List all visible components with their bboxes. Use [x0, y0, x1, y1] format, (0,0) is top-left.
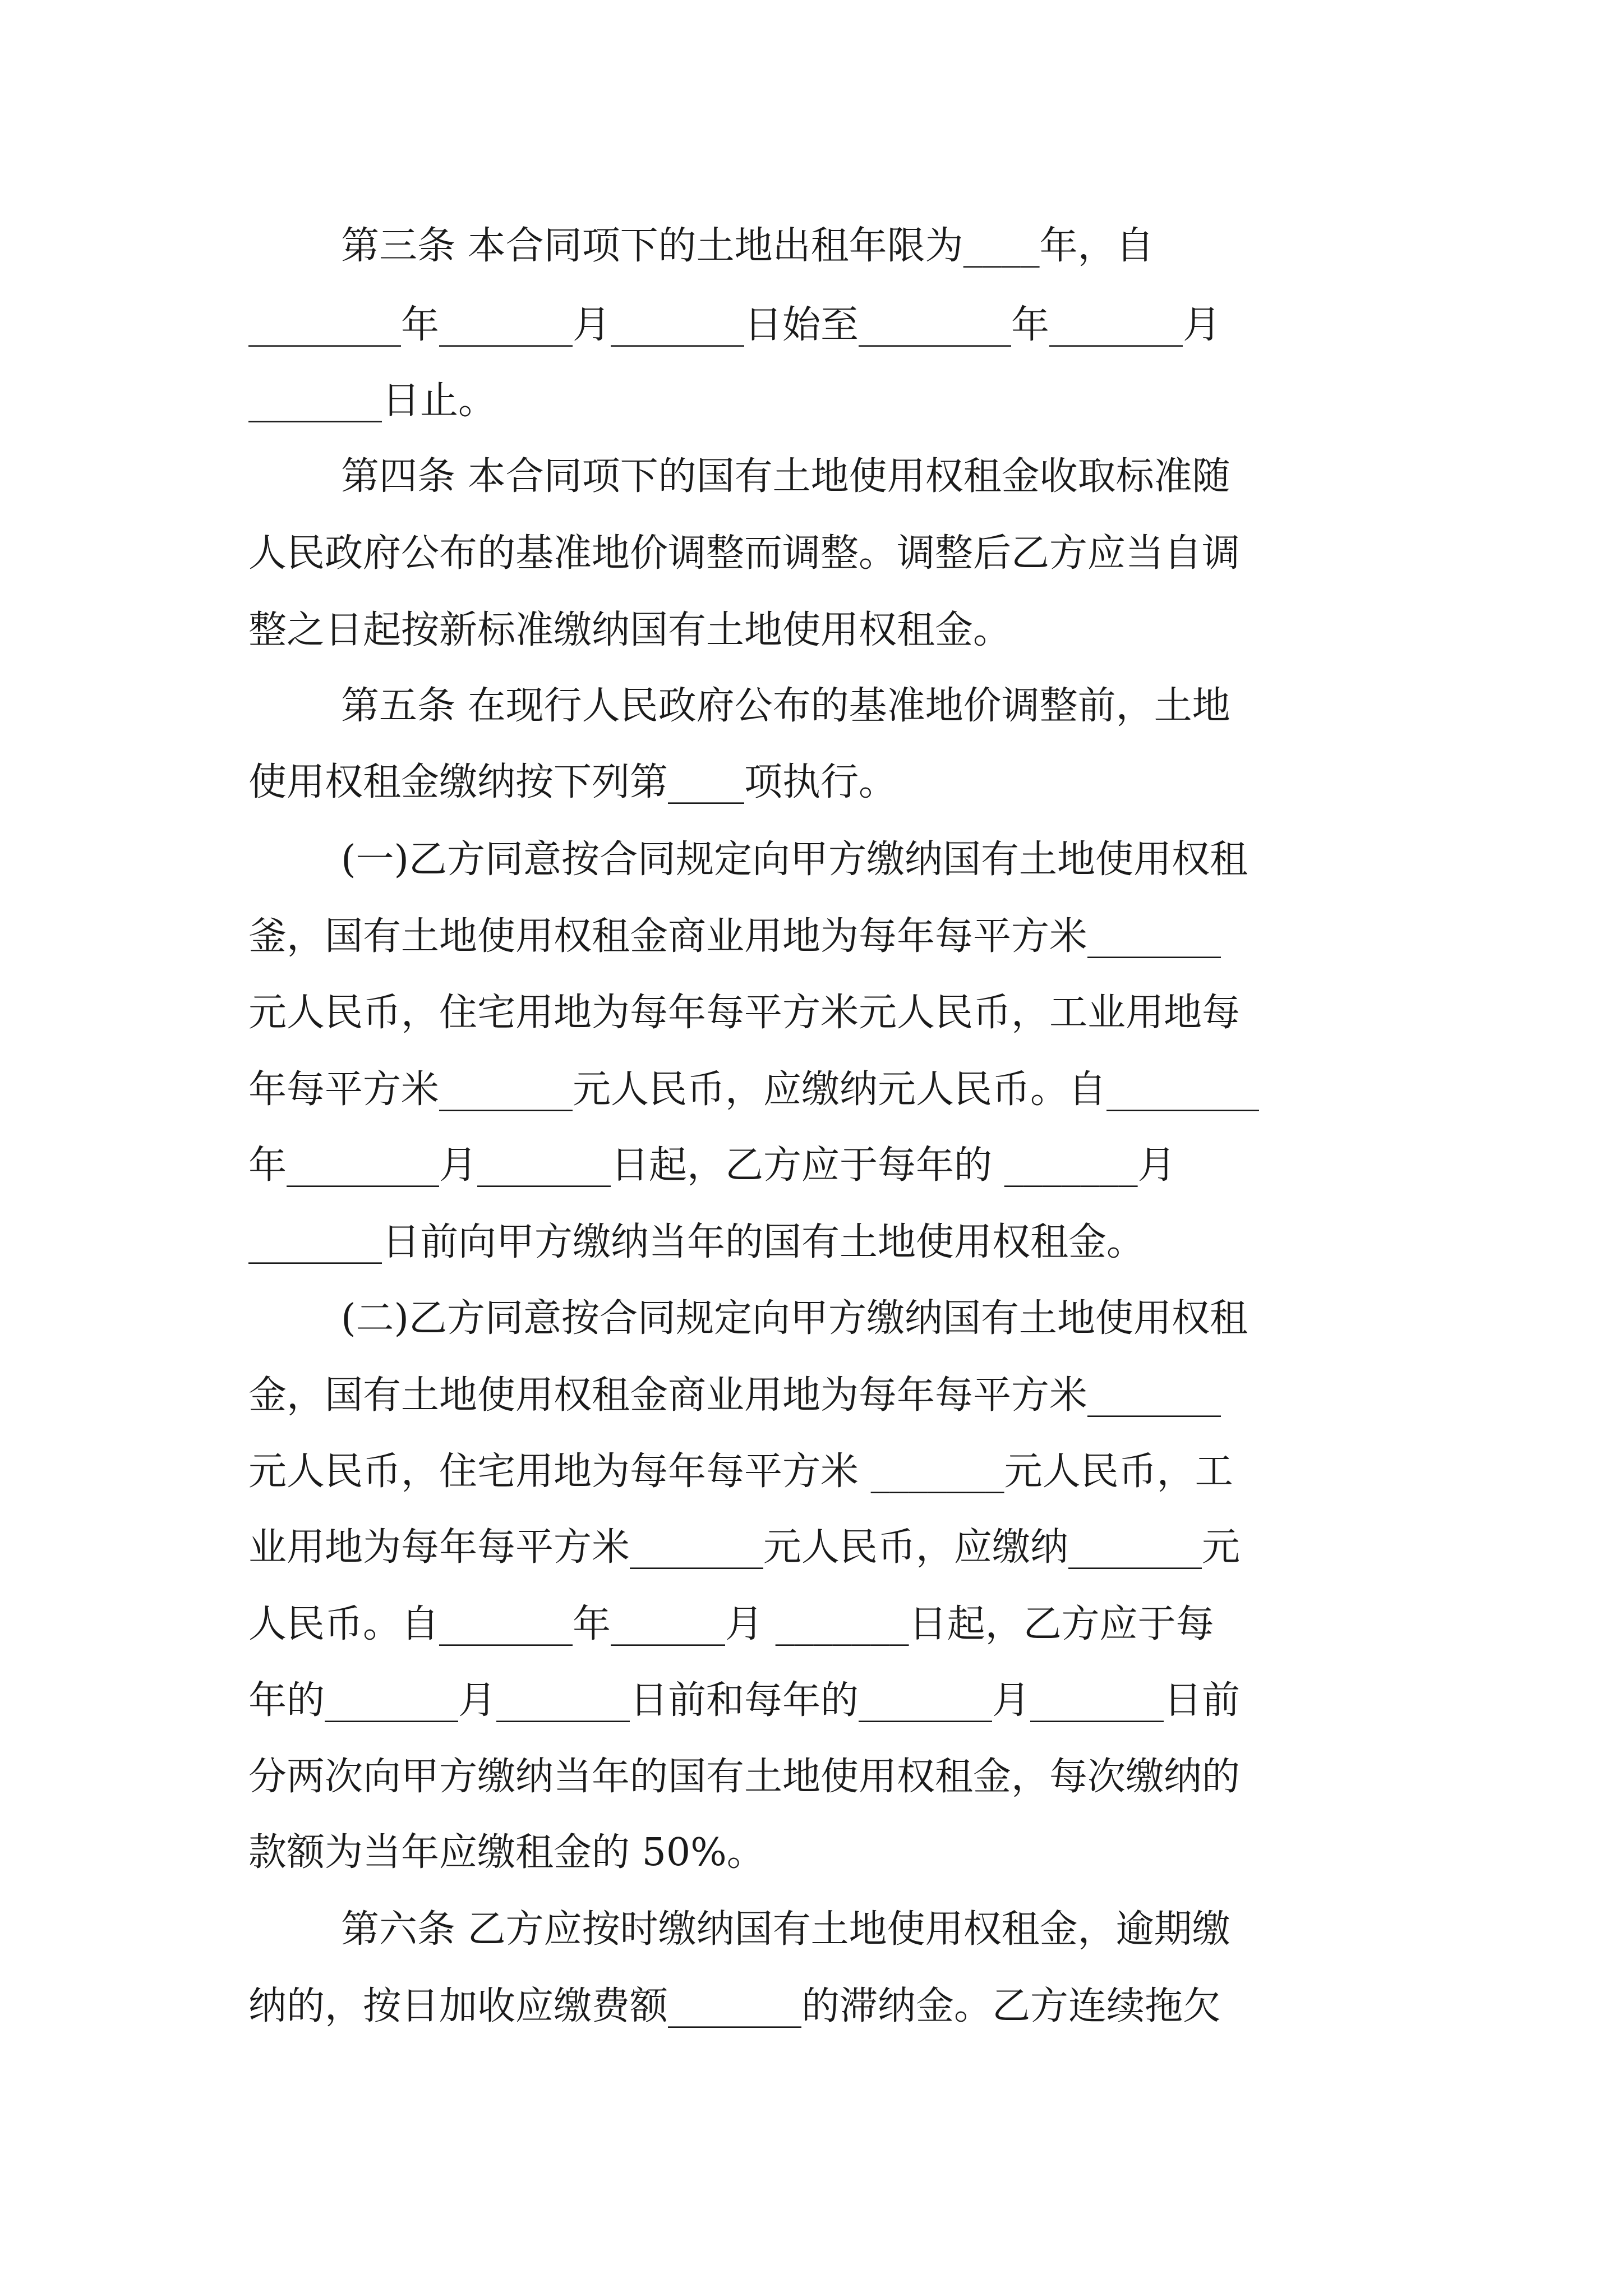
option-2-line-4: 业用地为每年每平方米_______元人民币，应缴纳_______元: [248, 1525, 1241, 1570]
article-4-line-2: 人民政府公布的基准地价调整而调整。调整后乙方应当自调: [248, 531, 1241, 576]
option-2-line-3: 元人民币，住宅用地为每年每平方米 _______元人民币，工: [248, 1450, 1233, 1494]
article-6-line-2: 纳的，按日加收应缴费额_______的滞纳金。乙方连续拖欠: [248, 1984, 1221, 2028]
article-3-line-3: _______日止。: [248, 379, 497, 423]
article-4-line-1: 第四条 本合同项下的国有土地使用权租金收取标准随: [341, 454, 1230, 499]
option-2-line-7: 分两次向甲方缴纳当年的国有土地使用权租金，每次缴纳的: [248, 1755, 1241, 1799]
article-6-line-1: 第六条 乙方应按时缴纳国有土地使用权租金，逾期缴: [341, 1907, 1230, 1952]
article-3-line-2: ________年_______月_______日始至________年_______月: [248, 303, 1221, 347]
option-1-line-1: (一)乙方同意按合同规定向甲方缴纳国有土地使用权租: [341, 838, 1248, 882]
option-1-line-2: 釜，国有土地使用权租金商业用地为每年每平方米_______: [248, 914, 1221, 959]
option-1-line-4: 年每平方米_______元人民币，应缴纳元人民币。自________: [248, 1068, 1260, 1112]
article-5-line-2: 使用权租金缴纳按下列第____项执行。: [248, 760, 897, 804]
option-2-line-6: 年的_______月_______日前和每年的_______月_______日前: [248, 1678, 1241, 1723]
option-2-line-5: 人民币。自_______年______月 _______日起，乙方应于每: [248, 1602, 1214, 1646]
option-1-line-5: 年________月_______日起，乙方应于每年的 _______月: [248, 1143, 1176, 1188]
option-1-line-3: 元人民币，住宅用地为每年每平方米元人民币，工业用地每: [248, 991, 1241, 1035]
article-3-line-1: 第三条 本合同项下的土地出租年限为____年，自: [341, 224, 1154, 268]
option-1-line-6: _______日前向甲方缴纳当年的国有土地使用权租金。: [248, 1220, 1145, 1264]
option-2-line-8: 款额为当年应缴租金的 50%。: [248, 1830, 765, 1875]
option-2-line-2: 金，国有土地使用权租金商业用地为每年每平方米_______: [248, 1373, 1221, 1418]
option-2-line-1: (二)乙方同意按合同规定向甲方缴纳国有土地使用权租: [341, 1296, 1248, 1341]
article-5-line-1: 第五条 在现行人民政府公布的基准地价调整前，土地: [341, 684, 1230, 728]
article-4-line-3: 整之日起按新标准缴纳国有土地使用权租金。: [248, 608, 1012, 652]
